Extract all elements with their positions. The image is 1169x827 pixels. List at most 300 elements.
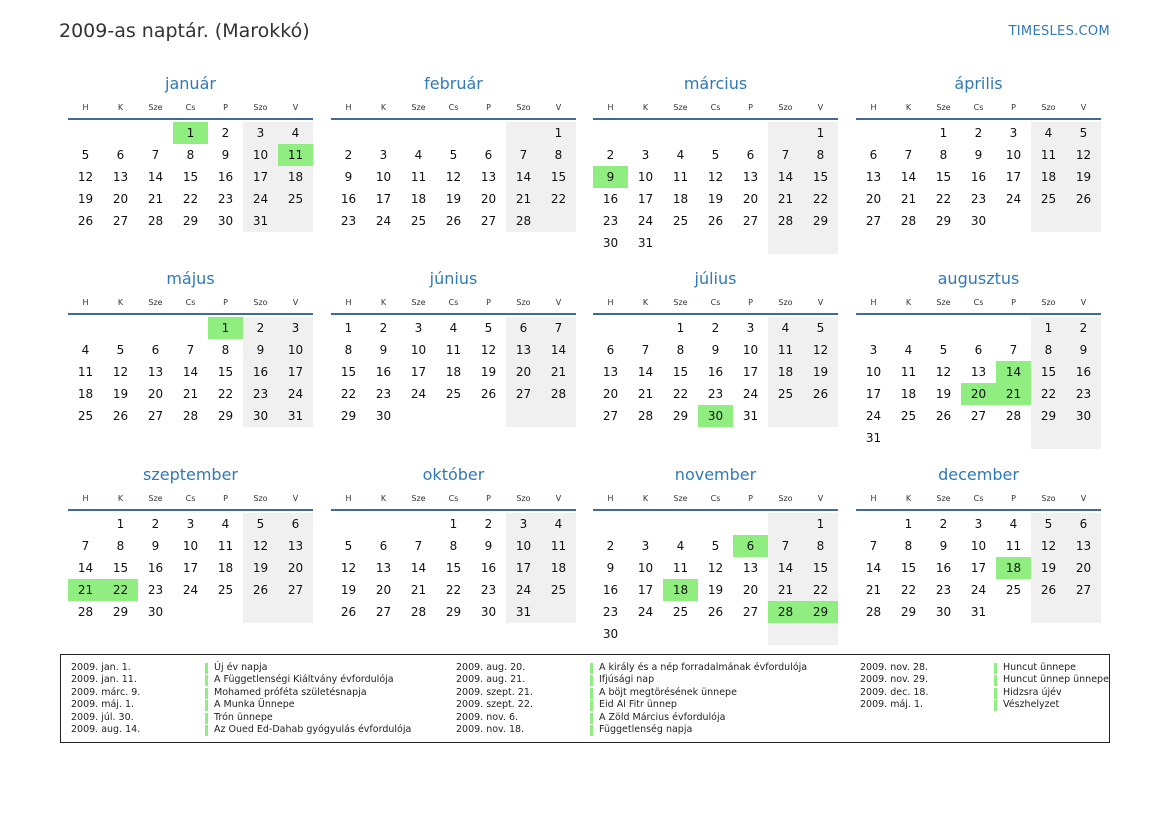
day-cell[interactable]: 25 bbox=[541, 579, 576, 601]
day-cell[interactable]: 31 bbox=[243, 210, 278, 232]
day-cell[interactable]: 3 bbox=[1009, 126, 1018, 140]
day-cell[interactable]: 21 bbox=[68, 579, 103, 601]
day-cell[interactable]: 5 bbox=[1031, 513, 1066, 535]
day-cell[interactable]: 9 bbox=[221, 148, 230, 162]
day-cell[interactable]: 11 bbox=[77, 365, 94, 379]
day-cell[interactable]: 17 bbox=[637, 192, 654, 206]
day-cell[interactable]: 20 bbox=[602, 387, 619, 401]
day-cell[interactable]: 25 bbox=[77, 409, 94, 423]
day-cell[interactable]: 14 bbox=[900, 170, 917, 184]
day-cell[interactable]: 1 bbox=[208, 317, 243, 339]
day-cell[interactable]: 16 bbox=[707, 365, 724, 379]
day-cell[interactable]: 28 bbox=[147, 214, 164, 228]
day-cell[interactable]: 25 bbox=[672, 605, 689, 619]
day-cell[interactable]: 17 bbox=[375, 192, 392, 206]
day-cell[interactable]: 2 bbox=[151, 517, 160, 531]
day-cell[interactable]: 21 bbox=[900, 192, 917, 206]
day-cell[interactable]: 24 bbox=[970, 583, 987, 597]
day-cell[interactable]: 4 bbox=[278, 122, 313, 144]
day-cell[interactable]: 14 bbox=[768, 166, 803, 188]
day-cell[interactable]: 5 bbox=[484, 321, 493, 335]
day-cell[interactable]: 31 bbox=[278, 405, 313, 427]
day-cell[interactable]: 5 bbox=[243, 513, 278, 535]
day-cell[interactable]: 16 bbox=[602, 192, 619, 206]
day-cell[interactable]: 10 bbox=[1005, 148, 1022, 162]
day-cell[interactable]: 21 bbox=[768, 579, 803, 601]
day-cell[interactable]: 13 bbox=[742, 561, 759, 575]
day-cell[interactable]: 6 bbox=[484, 148, 493, 162]
day-cell[interactable]: 29 bbox=[217, 409, 234, 423]
day-cell[interactable]: 30 bbox=[147, 605, 164, 619]
day-cell[interactable]: 20 bbox=[742, 192, 759, 206]
day-cell[interactable]: 16 bbox=[602, 583, 619, 597]
day-cell[interactable]: 18 bbox=[77, 387, 94, 401]
day-cell[interactable]: 19 bbox=[707, 583, 724, 597]
day-cell[interactable]: 10 bbox=[506, 535, 541, 557]
day-cell[interactable]: 30 bbox=[375, 409, 392, 423]
day-cell[interactable]: 25 bbox=[768, 383, 803, 405]
day-cell[interactable]: 21 bbox=[506, 188, 541, 210]
day-cell[interactable]: 7 bbox=[506, 144, 541, 166]
day-cell[interactable]: 7 bbox=[541, 317, 576, 339]
day-cell[interactable]: 3 bbox=[506, 513, 541, 535]
day-cell[interactable]: 16 bbox=[1066, 361, 1101, 383]
day-cell[interactable]: 15 bbox=[217, 365, 234, 379]
day-cell[interactable]: 2 bbox=[243, 317, 278, 339]
day-cell[interactable]: 11 bbox=[1031, 144, 1066, 166]
day-cell[interactable]: 23 bbox=[217, 192, 234, 206]
day-cell[interactable]: 19 bbox=[340, 583, 357, 597]
day-cell[interactable]: 26 bbox=[445, 214, 462, 228]
day-cell[interactable]: 23 bbox=[1066, 383, 1101, 405]
day-cell[interactable]: 28 bbox=[410, 605, 427, 619]
day-cell[interactable]: 24 bbox=[410, 387, 427, 401]
day-cell[interactable]: 1 bbox=[449, 517, 458, 531]
day-cell[interactable]: 27 bbox=[278, 579, 313, 601]
day-cell[interactable]: 2 bbox=[344, 148, 353, 162]
day-cell[interactable]: 15 bbox=[935, 170, 952, 184]
day-cell[interactable]: 24 bbox=[637, 214, 654, 228]
day-cell[interactable]: 26 bbox=[243, 579, 278, 601]
day-cell[interactable]: 17 bbox=[865, 387, 882, 401]
day-cell[interactable]: 9 bbox=[593, 166, 628, 188]
day-cell[interactable]: 15 bbox=[1031, 361, 1066, 383]
day-cell[interactable]: 28 bbox=[182, 409, 199, 423]
day-cell[interactable]: 2 bbox=[974, 126, 983, 140]
day-cell[interactable]: 12 bbox=[77, 170, 94, 184]
day-cell[interactable]: 27 bbox=[970, 409, 987, 423]
day-cell[interactable]: 17 bbox=[506, 557, 541, 579]
day-cell[interactable]: 17 bbox=[970, 561, 987, 575]
day-cell[interactable]: 8 bbox=[803, 535, 838, 557]
day-cell[interactable]: 9 bbox=[344, 170, 353, 184]
day-cell[interactable]: 30 bbox=[698, 405, 733, 427]
day-cell[interactable]: 10 bbox=[865, 365, 882, 379]
day-cell[interactable]: 8 bbox=[449, 539, 458, 553]
day-cell[interactable]: 20 bbox=[112, 192, 129, 206]
day-cell[interactable]: 9 bbox=[606, 561, 615, 575]
day-cell[interactable]: 11 bbox=[410, 170, 427, 184]
day-cell[interactable]: 25 bbox=[672, 214, 689, 228]
day-cell[interactable]: 5 bbox=[449, 148, 458, 162]
day-cell[interactable]: 7 bbox=[869, 539, 878, 553]
day-cell[interactable]: 22 bbox=[935, 192, 952, 206]
day-cell[interactable]: 5 bbox=[711, 148, 720, 162]
day-cell[interactable]: 6 bbox=[278, 513, 313, 535]
day-cell[interactable]: 29 bbox=[445, 605, 462, 619]
day-cell[interactable]: 4 bbox=[1031, 122, 1066, 144]
day-cell[interactable]: 26 bbox=[112, 409, 129, 423]
day-cell[interactable]: 3 bbox=[278, 317, 313, 339]
site-link[interactable]: TIMESLES.COM bbox=[1008, 24, 1110, 39]
day-cell[interactable]: 25 bbox=[900, 409, 917, 423]
day-cell[interactable]: 3 bbox=[641, 539, 650, 553]
day-cell[interactable]: 26 bbox=[77, 214, 94, 228]
day-cell[interactable]: 27 bbox=[1066, 579, 1101, 601]
day-cell[interactable]: 21 bbox=[637, 387, 654, 401]
day-cell[interactable]: 4 bbox=[676, 539, 685, 553]
day-cell[interactable]: 31 bbox=[970, 605, 987, 619]
day-cell[interactable]: 20 bbox=[742, 583, 759, 597]
day-cell[interactable]: 21 bbox=[147, 192, 164, 206]
day-cell[interactable]: 22 bbox=[1031, 383, 1066, 405]
day-cell[interactable]: 7 bbox=[414, 539, 423, 553]
day-cell[interactable]: 12 bbox=[707, 170, 724, 184]
day-cell[interactable]: 24 bbox=[278, 383, 313, 405]
day-cell[interactable]: 16 bbox=[970, 170, 987, 184]
day-cell[interactable]: 29 bbox=[112, 605, 129, 619]
day-cell[interactable]: 8 bbox=[221, 343, 230, 357]
day-cell[interactable]: 12 bbox=[243, 535, 278, 557]
day-cell[interactable]: 6 bbox=[506, 317, 541, 339]
day-cell[interactable]: 16 bbox=[340, 192, 357, 206]
day-cell[interactable]: 15 bbox=[340, 365, 357, 379]
day-cell[interactable]: 3 bbox=[974, 517, 983, 531]
day-cell[interactable]: 28 bbox=[77, 605, 94, 619]
day-cell[interactable]: 16 bbox=[935, 561, 952, 575]
day-cell[interactable]: 23 bbox=[602, 214, 619, 228]
day-cell[interactable]: 22 bbox=[445, 583, 462, 597]
day-cell[interactable]: 4 bbox=[414, 148, 423, 162]
day-cell[interactable]: 28 bbox=[506, 210, 541, 232]
day-cell[interactable]: 19 bbox=[935, 387, 952, 401]
day-cell[interactable]: 30 bbox=[480, 605, 497, 619]
day-cell[interactable]: 2 bbox=[939, 517, 948, 531]
day-cell[interactable]: 2 bbox=[711, 321, 720, 335]
day-cell[interactable]: 3 bbox=[869, 343, 878, 357]
day-cell[interactable]: 15 bbox=[112, 561, 129, 575]
day-cell[interactable]: 1 bbox=[676, 321, 685, 335]
day-cell[interactable]: 18 bbox=[1031, 166, 1066, 188]
day-cell[interactable]: 23 bbox=[147, 583, 164, 597]
day-cell[interactable]: 22 bbox=[803, 579, 838, 601]
day-cell[interactable]: 17 bbox=[243, 166, 278, 188]
day-cell[interactable]: 14 bbox=[865, 561, 882, 575]
day-cell[interactable]: 17 bbox=[742, 365, 759, 379]
day-cell[interactable]: 30 bbox=[1066, 405, 1101, 427]
day-cell[interactable]: 7 bbox=[1009, 343, 1018, 357]
day-cell[interactable]: 19 bbox=[1031, 557, 1066, 579]
day-cell[interactable]: 3 bbox=[746, 321, 755, 335]
day-cell[interactable]: 10 bbox=[637, 170, 654, 184]
day-cell[interactable]: 2 bbox=[221, 126, 230, 140]
day-cell[interactable]: 6 bbox=[606, 343, 615, 357]
day-cell[interactable]: 23 bbox=[602, 605, 619, 619]
day-cell[interactable]: 19 bbox=[707, 192, 724, 206]
day-cell[interactable]: 26 bbox=[803, 383, 838, 405]
day-cell[interactable]: 10 bbox=[278, 339, 313, 361]
day-cell[interactable]: 15 bbox=[900, 561, 917, 575]
day-cell[interactable]: 24 bbox=[375, 214, 392, 228]
day-cell[interactable]: 29 bbox=[803, 210, 838, 232]
day-cell[interactable]: 23 bbox=[707, 387, 724, 401]
day-cell[interactable]: 29 bbox=[340, 409, 357, 423]
day-cell[interactable]: 24 bbox=[865, 409, 882, 423]
day-cell[interactable]: 12 bbox=[445, 170, 462, 184]
day-cell[interactable]: 18 bbox=[900, 387, 917, 401]
day-cell[interactable]: 19 bbox=[112, 387, 129, 401]
day-cell[interactable]: 14 bbox=[77, 561, 94, 575]
day-cell[interactable]: 28 bbox=[865, 605, 882, 619]
day-cell[interactable]: 11 bbox=[445, 343, 462, 357]
day-cell[interactable]: 30 bbox=[602, 627, 619, 641]
day-cell[interactable]: 18 bbox=[541, 557, 576, 579]
day-cell[interactable]: 11 bbox=[278, 144, 313, 166]
day-cell[interactable]: 17 bbox=[637, 583, 654, 597]
day-cell[interactable]: 15 bbox=[803, 166, 838, 188]
day-cell[interactable]: 14 bbox=[147, 170, 164, 184]
day-cell[interactable]: 20 bbox=[865, 192, 882, 206]
day-cell[interactable]: 19 bbox=[243, 557, 278, 579]
day-cell[interactable]: 16 bbox=[480, 561, 497, 575]
day-cell[interactable]: 31 bbox=[742, 409, 759, 423]
day-cell[interactable]: 30 bbox=[217, 214, 234, 228]
day-cell[interactable]: 26 bbox=[340, 605, 357, 619]
day-cell[interactable]: 27 bbox=[602, 409, 619, 423]
day-cell[interactable]: 10 bbox=[742, 343, 759, 357]
day-cell[interactable]: 13 bbox=[480, 170, 497, 184]
day-cell[interactable]: 12 bbox=[1066, 144, 1101, 166]
day-cell[interactable]: 6 bbox=[869, 148, 878, 162]
day-cell[interactable]: 30 bbox=[970, 214, 987, 228]
day-cell[interactable]: 4 bbox=[676, 148, 685, 162]
day-cell[interactable]: 23 bbox=[243, 383, 278, 405]
day-cell[interactable]: 28 bbox=[900, 214, 917, 228]
day-cell[interactable]: 22 bbox=[103, 579, 138, 601]
day-cell[interactable]: 8 bbox=[541, 144, 576, 166]
day-cell[interactable]: 17 bbox=[1005, 170, 1022, 184]
day-cell[interactable]: 9 bbox=[151, 539, 160, 553]
day-cell[interactable]: 16 bbox=[243, 361, 278, 383]
day-cell[interactable]: 2 bbox=[1066, 317, 1101, 339]
day-cell[interactable]: 18 bbox=[663, 579, 698, 601]
day-cell[interactable]: 24 bbox=[243, 188, 278, 210]
day-cell[interactable]: 14 bbox=[182, 365, 199, 379]
day-cell[interactable]: 8 bbox=[904, 539, 913, 553]
day-cell[interactable]: 13 bbox=[1066, 535, 1101, 557]
day-cell[interactable]: 24 bbox=[637, 605, 654, 619]
day-cell[interactable]: 14 bbox=[506, 166, 541, 188]
day-cell[interactable]: 4 bbox=[904, 343, 913, 357]
day-cell[interactable]: 9 bbox=[484, 539, 493, 553]
day-cell[interactable]: 3 bbox=[641, 148, 650, 162]
day-cell[interactable]: 17 bbox=[182, 561, 199, 575]
day-cell[interactable]: 15 bbox=[803, 557, 838, 579]
day-cell[interactable]: 5 bbox=[1066, 122, 1101, 144]
day-cell[interactable]: 23 bbox=[480, 583, 497, 597]
day-cell[interactable]: 10 bbox=[375, 170, 392, 184]
day-cell[interactable]: 22 bbox=[340, 387, 357, 401]
day-cell[interactable]: 26 bbox=[935, 409, 952, 423]
day-cell[interactable]: 20 bbox=[506, 361, 541, 383]
day-cell[interactable]: 7 bbox=[151, 148, 160, 162]
day-cell[interactable]: 5 bbox=[711, 539, 720, 553]
day-cell[interactable]: 15 bbox=[541, 166, 576, 188]
day-cell[interactable]: 24 bbox=[742, 387, 759, 401]
day-cell[interactable]: 8 bbox=[676, 343, 685, 357]
day-cell[interactable]: 11 bbox=[541, 535, 576, 557]
day-cell[interactable]: 16 bbox=[375, 365, 392, 379]
day-cell[interactable]: 18 bbox=[768, 361, 803, 383]
day-cell[interactable]: 4 bbox=[541, 513, 576, 535]
day-cell[interactable]: 18 bbox=[996, 557, 1031, 579]
day-cell[interactable]: 6 bbox=[746, 148, 755, 162]
day-cell[interactable]: 8 bbox=[803, 144, 838, 166]
day-cell[interactable]: 13 bbox=[742, 170, 759, 184]
day-cell[interactable]: 18 bbox=[445, 365, 462, 379]
day-cell[interactable]: 28 bbox=[541, 383, 576, 405]
day-cell[interactable]: 13 bbox=[112, 170, 129, 184]
day-cell[interactable]: 28 bbox=[1005, 409, 1022, 423]
day-cell[interactable]: 1 bbox=[116, 517, 125, 531]
day-cell[interactable]: 22 bbox=[217, 387, 234, 401]
day-cell[interactable]: 11 bbox=[900, 365, 917, 379]
day-cell[interactable]: 10 bbox=[243, 144, 278, 166]
day-cell[interactable]: 1 bbox=[803, 513, 838, 535]
day-cell[interactable]: 8 bbox=[186, 148, 195, 162]
day-cell[interactable]: 26 bbox=[1066, 188, 1101, 210]
day-cell[interactable]: 2 bbox=[606, 148, 615, 162]
day-cell[interactable]: 13 bbox=[147, 365, 164, 379]
day-cell[interactable]: 9 bbox=[974, 148, 983, 162]
day-cell[interactable]: 22 bbox=[803, 188, 838, 210]
day-cell[interactable]: 12 bbox=[480, 343, 497, 357]
day-cell[interactable]: 13 bbox=[278, 535, 313, 557]
day-cell[interactable]: 18 bbox=[278, 166, 313, 188]
day-cell[interactable]: 20 bbox=[278, 557, 313, 579]
day-cell[interactable]: 29 bbox=[1031, 405, 1066, 427]
day-cell[interactable]: 19 bbox=[803, 361, 838, 383]
day-cell[interactable]: 7 bbox=[641, 343, 650, 357]
day-cell[interactable]: 18 bbox=[217, 561, 234, 575]
day-cell[interactable]: 20 bbox=[1066, 557, 1101, 579]
day-cell[interactable]: 5 bbox=[803, 317, 838, 339]
day-cell[interactable]: 8 bbox=[1031, 339, 1066, 361]
day-cell[interactable]: 11 bbox=[672, 170, 689, 184]
day-cell[interactable]: 9 bbox=[379, 343, 388, 357]
day-cell[interactable]: 25 bbox=[1005, 583, 1022, 597]
day-cell[interactable]: 9 bbox=[1066, 339, 1101, 361]
day-cell[interactable]: 28 bbox=[768, 601, 803, 623]
day-cell[interactable]: 9 bbox=[243, 339, 278, 361]
day-cell[interactable]: 25 bbox=[410, 214, 427, 228]
day-cell[interactable]: 5 bbox=[344, 539, 353, 553]
day-cell[interactable]: 16 bbox=[217, 170, 234, 184]
day-cell[interactable]: 12 bbox=[707, 561, 724, 575]
day-cell[interactable]: 25 bbox=[1031, 188, 1066, 210]
day-cell[interactable]: 12 bbox=[1031, 535, 1066, 557]
day-cell[interactable]: 12 bbox=[112, 365, 129, 379]
day-cell[interactable]: 27 bbox=[112, 214, 129, 228]
day-cell[interactable]: 13 bbox=[506, 339, 541, 361]
day-cell[interactable]: 7 bbox=[768, 144, 803, 166]
day-cell[interactable]: 14 bbox=[410, 561, 427, 575]
day-cell[interactable]: 11 bbox=[768, 339, 803, 361]
day-cell[interactable]: 25 bbox=[445, 387, 462, 401]
day-cell[interactable]: 11 bbox=[1005, 539, 1022, 553]
day-cell[interactable]: 10 bbox=[637, 561, 654, 575]
day-cell[interactable]: 30 bbox=[935, 605, 952, 619]
day-cell[interactable]: 8 bbox=[116, 539, 125, 553]
day-cell[interactable]: 13 bbox=[970, 365, 987, 379]
day-cell[interactable]: 31 bbox=[865, 431, 882, 445]
day-cell[interactable]: 31 bbox=[506, 601, 541, 623]
day-cell[interactable]: 8 bbox=[939, 148, 948, 162]
day-cell[interactable]: 4 bbox=[1009, 517, 1018, 531]
day-cell[interactable]: 1 bbox=[803, 122, 838, 144]
day-cell[interactable]: 21 bbox=[865, 583, 882, 597]
day-cell[interactable]: 20 bbox=[961, 383, 996, 405]
day-cell[interactable]: 21 bbox=[182, 387, 199, 401]
day-cell[interactable]: 27 bbox=[742, 605, 759, 619]
day-cell[interactable]: 20 bbox=[375, 583, 392, 597]
day-cell[interactable]: 13 bbox=[602, 365, 619, 379]
day-cell[interactable]: 3 bbox=[414, 321, 423, 335]
day-cell[interactable]: 30 bbox=[243, 405, 278, 427]
day-cell[interactable]: 23 bbox=[970, 192, 987, 206]
day-cell[interactable]: 7 bbox=[768, 535, 803, 557]
day-cell[interactable]: 1 bbox=[1031, 317, 1066, 339]
day-cell[interactable]: 28 bbox=[637, 409, 654, 423]
day-cell[interactable]: 18 bbox=[672, 192, 689, 206]
day-cell[interactable]: 3 bbox=[243, 122, 278, 144]
day-cell[interactable]: 14 bbox=[768, 557, 803, 579]
day-cell[interactable]: 23 bbox=[340, 214, 357, 228]
day-cell[interactable]: 10 bbox=[182, 539, 199, 553]
day-cell[interactable]: 26 bbox=[480, 387, 497, 401]
day-cell[interactable]: 20 bbox=[480, 192, 497, 206]
day-cell[interactable]: 12 bbox=[340, 561, 357, 575]
day-cell[interactable]: 22 bbox=[672, 387, 689, 401]
day-cell[interactable]: 24 bbox=[506, 579, 541, 601]
day-cell[interactable]: 19 bbox=[445, 192, 462, 206]
day-cell[interactable]: 10 bbox=[410, 343, 427, 357]
day-cell[interactable]: 28 bbox=[768, 210, 803, 232]
day-cell[interactable]: 6 bbox=[733, 535, 768, 557]
day-cell[interactable]: 29 bbox=[182, 214, 199, 228]
day-cell[interactable]: 1 bbox=[541, 122, 576, 144]
day-cell[interactable]: 12 bbox=[935, 365, 952, 379]
day-cell[interactable]: 31 bbox=[637, 236, 654, 250]
day-cell[interactable]: 5 bbox=[116, 343, 125, 357]
day-cell[interactable]: 1 bbox=[173, 122, 208, 144]
day-cell[interactable]: 26 bbox=[707, 605, 724, 619]
day-cell[interactable]: 4 bbox=[221, 517, 230, 531]
day-cell[interactable]: 22 bbox=[900, 583, 917, 597]
day-cell[interactable]: 1 bbox=[904, 517, 913, 531]
day-cell[interactable]: 23 bbox=[375, 387, 392, 401]
day-cell[interactable]: 14 bbox=[996, 361, 1031, 383]
